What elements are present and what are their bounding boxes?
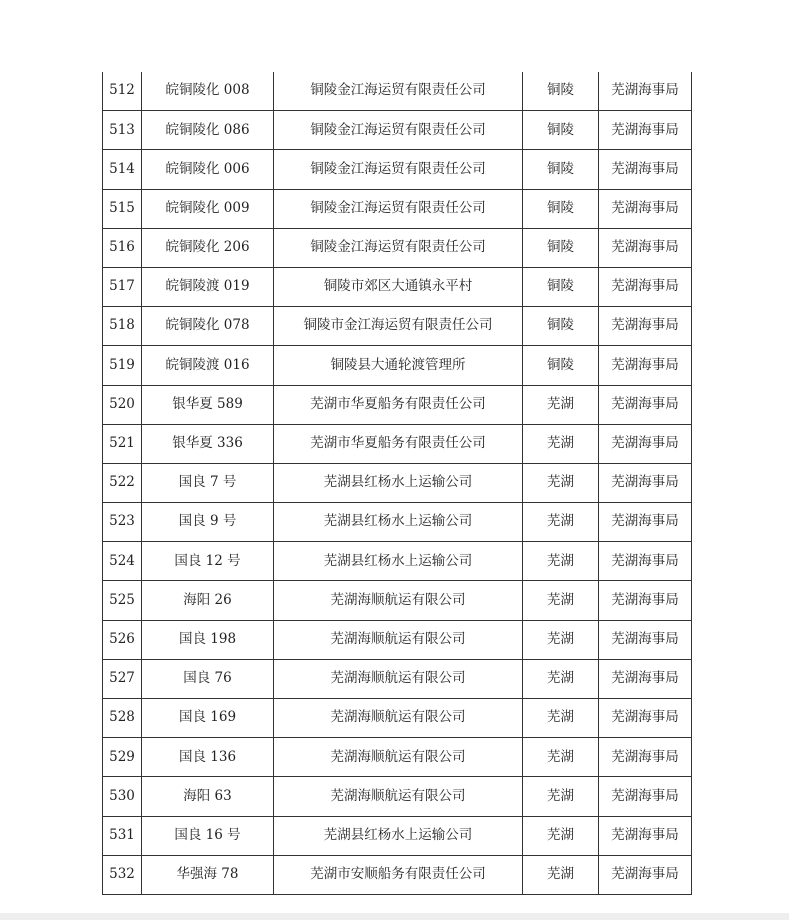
row-number-cell: 514: [103, 150, 142, 189]
maritime-authority-cell: 芜湖海事局: [599, 189, 692, 228]
owner-company-cell: 芜湖海顺航运有限公司: [274, 738, 523, 777]
registry-port-cell: 芜湖: [523, 777, 599, 816]
row-number-cell: 520: [103, 385, 142, 424]
table-row: [103, 463, 692, 502]
ship-name-cell: 海阳 63: [142, 777, 274, 816]
registry-port-cell: 芜湖: [523, 659, 599, 698]
maritime-authority-cell: 芜湖海事局: [599, 228, 692, 267]
row-number-cell: 516: [103, 228, 142, 267]
table-body: [103, 72, 692, 894]
owner-company-cell: 铜陵金江海运贸有限责任公司: [274, 111, 523, 150]
row-number-cell: 527: [103, 659, 142, 698]
ship-name-cell: 国良 198: [142, 620, 274, 659]
owner-company-cell: 芜湖市华夏船务有限责任公司: [274, 385, 523, 424]
maritime-authority-cell: 芜湖海事局: [599, 659, 692, 698]
row-number-cell: 522: [103, 463, 142, 502]
maritime-authority-cell: 芜湖海事局: [599, 150, 692, 189]
owner-company-cell: 芜湖县红杨水上运输公司: [274, 463, 523, 502]
owner-company-cell: 铜陵金江海运贸有限责任公司: [274, 189, 523, 228]
owner-company-cell: 芜湖县红杨水上运输公司: [274, 542, 523, 581]
maritime-authority-cell: 芜湖海事局: [599, 307, 692, 346]
table-row: [103, 346, 692, 385]
ship-name-cell: 国良 169: [142, 699, 274, 738]
ship-name-cell: 国良 7 号: [142, 463, 274, 502]
table-row: [103, 581, 692, 620]
registry-port-cell: 铜陵: [523, 267, 599, 306]
table-row: [103, 189, 692, 228]
owner-company-cell: 芜湖海顺航运有限公司: [274, 620, 523, 659]
ship-name-cell: 皖铜陵化 009: [142, 189, 274, 228]
ship-name-cell: 国良 76: [142, 659, 274, 698]
registry-port-cell: 芜湖: [523, 385, 599, 424]
row-number-cell: 512: [103, 72, 142, 111]
ship-name-cell: 银华夏 589: [142, 385, 274, 424]
registry-port-cell: 铜陵: [523, 111, 599, 150]
registry-port-cell: 铜陵: [523, 150, 599, 189]
maritime-authority-cell: 芜湖海事局: [599, 581, 692, 620]
registry-port-cell: 芜湖: [523, 855, 599, 894]
registry-port-cell: 铜陵: [523, 346, 599, 385]
row-number-cell: 525: [103, 581, 142, 620]
ship-registry-table: [102, 72, 692, 895]
ship-name-cell: 国良 136: [142, 738, 274, 777]
registry-port-cell: 芜湖: [523, 542, 599, 581]
owner-company-cell: 芜湖市安顺船务有限责任公司: [274, 855, 523, 894]
ship-name-cell: 国良 12 号: [142, 542, 274, 581]
owner-company-cell: 芜湖县红杨水上运输公司: [274, 816, 523, 855]
ship-name-cell: 华强海 78: [142, 855, 274, 894]
row-number-cell: 523: [103, 503, 142, 542]
row-number-cell: 518: [103, 307, 142, 346]
maritime-authority-cell: 芜湖海事局: [599, 620, 692, 659]
row-number-cell: 513: [103, 111, 142, 150]
table-row: [103, 816, 692, 855]
owner-company-cell: 铜陵金江海运贸有限责任公司: [274, 150, 523, 189]
owner-company-cell: 铜陵县大通轮渡管理所: [274, 346, 523, 385]
owner-company-cell: 铜陵金江海运贸有限责任公司: [274, 228, 523, 267]
table-row: [103, 111, 692, 150]
page-bottom-edge: [0, 913, 789, 920]
table-row: [103, 738, 692, 777]
ship-name-cell: 皖铜陵化 078: [142, 307, 274, 346]
row-number-cell: 530: [103, 777, 142, 816]
ship-name-cell: 皖铜陵化 206: [142, 228, 274, 267]
maritime-authority-cell: 芜湖海事局: [599, 424, 692, 463]
table-row: [103, 855, 692, 894]
owner-company-cell: 芜湖市华夏船务有限责任公司: [274, 424, 523, 463]
table-row: [103, 699, 692, 738]
row-number-cell: 528: [103, 699, 142, 738]
table-row: [103, 542, 692, 581]
maritime-authority-cell: 芜湖海事局: [599, 385, 692, 424]
table-row: [103, 150, 692, 189]
row-number-cell: 521: [103, 424, 142, 463]
ship-name-cell: 银华夏 336: [142, 424, 274, 463]
table-row: [103, 228, 692, 267]
ship-name-cell: 皖铜陵化 086: [142, 111, 274, 150]
table-row: [103, 777, 692, 816]
ship-name-cell: 皖铜陵渡 016: [142, 346, 274, 385]
owner-company-cell: 铜陵金江海运贸有限责任公司: [274, 72, 523, 111]
table-row: [103, 503, 692, 542]
ship-name-cell: 国良 16 号: [142, 816, 274, 855]
row-number-cell: 519: [103, 346, 142, 385]
registry-port-cell: 铜陵: [523, 72, 599, 111]
table-row: [103, 424, 692, 463]
table-row: [103, 620, 692, 659]
ship-name-cell: 皖铜陵化 008: [142, 72, 274, 111]
row-number-cell: 529: [103, 738, 142, 777]
owner-company-cell: 芜湖海顺航运有限公司: [274, 699, 523, 738]
table-row: [103, 659, 692, 698]
ship-name-cell: 皖铜陵渡 019: [142, 267, 274, 306]
table-row: [103, 307, 692, 346]
ship-name-cell: 海阳 26: [142, 581, 274, 620]
row-number-cell: 517: [103, 267, 142, 306]
ship-name-cell: 国良 9 号: [142, 503, 274, 542]
registry-port-cell: 芜湖: [523, 738, 599, 777]
registry-port-cell: 芜湖: [523, 503, 599, 542]
row-number-cell: 532: [103, 855, 142, 894]
registry-port-cell: 芜湖: [523, 699, 599, 738]
maritime-authority-cell: 芜湖海事局: [599, 267, 692, 306]
registry-port-cell: 芜湖: [523, 620, 599, 659]
registry-port-cell: 芜湖: [523, 463, 599, 502]
maritime-authority-cell: 芜湖海事局: [599, 542, 692, 581]
table-row: [103, 72, 692, 111]
maritime-authority-cell: 芜湖海事局: [599, 816, 692, 855]
maritime-authority-cell: 芜湖海事局: [599, 699, 692, 738]
row-number-cell: 531: [103, 816, 142, 855]
row-number-cell: 524: [103, 542, 142, 581]
row-number-cell: 526: [103, 620, 142, 659]
maritime-authority-cell: 芜湖海事局: [599, 346, 692, 385]
row-number-cell: 515: [103, 189, 142, 228]
registry-port-cell: 铜陵: [523, 307, 599, 346]
table-row: [103, 267, 692, 306]
registry-port-cell: 芜湖: [523, 816, 599, 855]
owner-company-cell: 铜陵市金江海运贸有限责任公司: [274, 307, 523, 346]
maritime-authority-cell: 芜湖海事局: [599, 72, 692, 111]
registry-port-cell: 铜陵: [523, 189, 599, 228]
maritime-authority-cell: 芜湖海事局: [599, 855, 692, 894]
maritime-authority-cell: 芜湖海事局: [599, 738, 692, 777]
ship-name-cell: 皖铜陵化 006: [142, 150, 274, 189]
registry-port-cell: 芜湖: [523, 581, 599, 620]
owner-company-cell: 铜陵市郊区大通镇永平村: [274, 267, 523, 306]
maritime-authority-cell: 芜湖海事局: [599, 111, 692, 150]
owner-company-cell: 芜湖海顺航运有限公司: [274, 777, 523, 816]
maritime-authority-cell: 芜湖海事局: [599, 503, 692, 542]
registry-port-cell: 铜陵: [523, 228, 599, 267]
maritime-authority-cell: 芜湖海事局: [599, 463, 692, 502]
registry-port-cell: 芜湖: [523, 424, 599, 463]
maritime-authority-cell: 芜湖海事局: [599, 777, 692, 816]
table-row: [103, 385, 692, 424]
owner-company-cell: 芜湖县红杨水上运输公司: [274, 503, 523, 542]
owner-company-cell: 芜湖海顺航运有限公司: [274, 581, 523, 620]
owner-company-cell: 芜湖海顺航运有限公司: [274, 659, 523, 698]
